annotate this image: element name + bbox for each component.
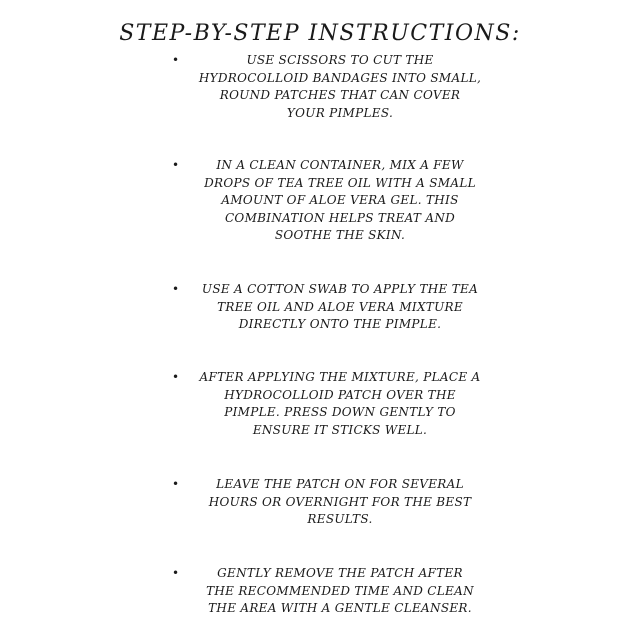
bullet-icon: •	[172, 158, 180, 172]
instruction-text: GENTLY REMOVE THE PATCH AFTER THE RECOMMENDED TIME AND CLEAN THE AREA WITH A GENTLE CLEANSER.	[206, 566, 474, 615]
instruction-text: LEAVE THE PATCH ON FOR SEVERAL HOURS OR OVERNIGHT FOR THE BEST RESULTS.	[208, 477, 472, 526]
bullet-icon: •	[172, 566, 180, 580]
bullet-icon: •	[172, 477, 180, 491]
bullet-icon: •	[172, 370, 180, 384]
bullet-icon: •	[172, 282, 180, 296]
instruction-text: USE SCISSORS TO CUT THE HYDROCOLLOID BANDAGES INTO SMALL, ROUND PATCHES THAT CAN COVER YOUR PIMPLES.	[198, 53, 482, 120]
bullet-icon: •	[172, 53, 180, 67]
instruction-text: AFTER APPLYING THE MIXTURE, PLACE A HYDROCOLLOID PATCH OVER THE PIMPLE. PRESS DOWN GENTLY TO ENSURE IT STICKS WELL.	[199, 370, 481, 437]
instruction-text: USE A COTTON SWAB TO APPLY THE TEA TREE OIL AND ALOE VERA MIXTURE DIRECTLY ONTO THE PIMPLE.	[201, 282, 479, 331]
instruction-text: IN A CLEAN CONTAINER, MIX A FEW DROPS OF TEA TREE OIL WITH A SMALL AMOUNT OF ALOE VERA GEL. THIS COMBINATION HELPS TREAT AND SOOTHE THE SKIN.	[204, 158, 476, 242]
page-title: STEP-BY-STEP INSTRUCTIONS:	[119, 20, 521, 46]
